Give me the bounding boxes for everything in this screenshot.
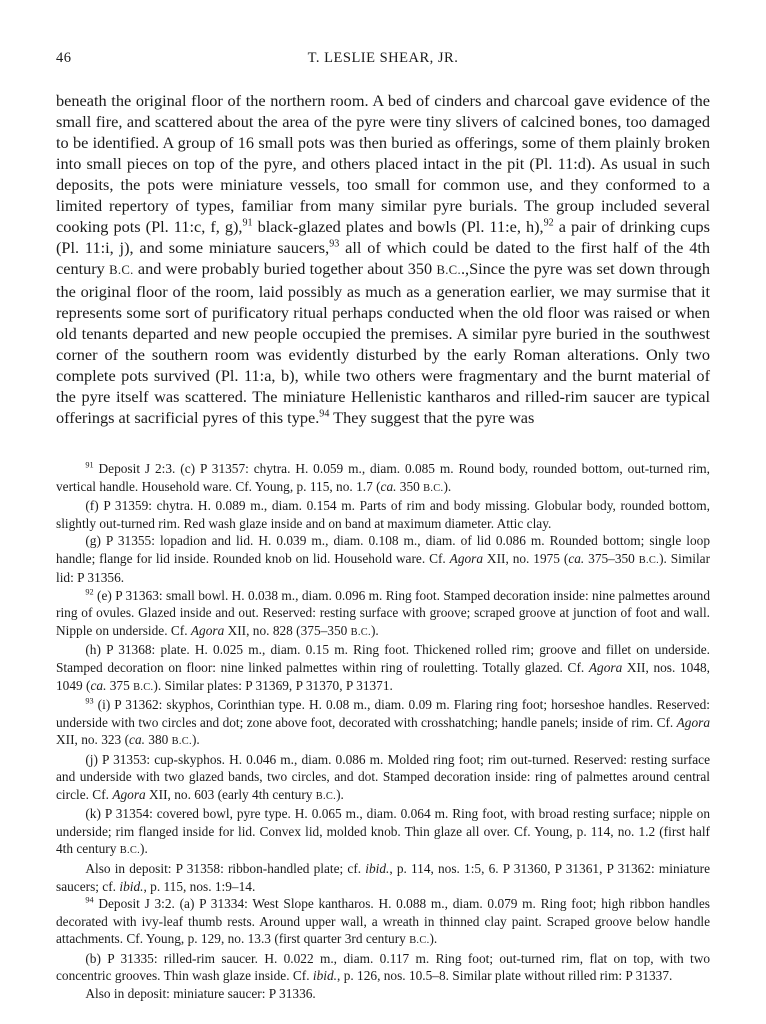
footnote-text: (j) P 31353: cup-skyphos. H. 0.046 m., diam. 0.086 m. Molded ring foot; rim out-turned. Reserved: resting surface and underside with two glazed bands, two circles, and dot. Stamped decoration inside: ring of palmettes around central circle. Cf.: [56, 751, 710, 802]
footnote-91-f: [56, 497, 710, 532]
italic-ibid: ibid.: [365, 861, 390, 877]
body-text-run: and were probably buried together about 350: [133, 259, 437, 278]
era-abbrev: B.C.: [436, 263, 461, 277]
footnote-text: ).: [191, 732, 200, 748]
body-text-run: They suggest that the pyre was: [329, 408, 535, 427]
italic-agora: Agora: [449, 550, 484, 566]
footnote-94: [56, 895, 710, 950]
footnote-ref-91[interactable]: 91: [242, 217, 253, 229]
era-abbrev: B.C.: [423, 482, 444, 494]
footnote-93-j: [56, 751, 710, 806]
era-abbrev: B.C.: [350, 626, 371, 638]
italic-ca: ca.: [90, 677, 107, 693]
footnote-93: [56, 696, 710, 751]
era-abbrev: B.C.: [109, 263, 134, 277]
running-title: T. LESLIE SHEAR, JR.: [307, 50, 459, 66]
footnote-text: , p. 126, nos. 10.5–8. Similar plate without rilled rim: P 31337.: [337, 968, 673, 984]
footnote-94-b: [56, 950, 710, 985]
italic-agora: Agora: [112, 786, 146, 802]
footnote-ref-92[interactable]: 92: [543, 217, 554, 229]
footnote-text: , p. 114, nos. 1:5, 6. P 31360, P 31361, P 31362: miniature saucers; cf.: [56, 861, 710, 894]
footnote-text: ). Similar lid: P 31356.: [56, 550, 711, 586]
footnote-text: Also in deposit: P 31358: ribbon-handled plate; cf.: [85, 861, 366, 877]
footnote-text: (k) P 31354: covered bowl, pyre type. H. 0.065 m., diam. 0.064 m. Ring foot, with broad resting surface; nipple on underside; rim flanged inside for lid. Convex lid, molded knob. Thin glaze all over. Cf. Young, p. 114, no. 1.2 (first half 4th century: [56, 806, 710, 857]
footnote-text: 350: [396, 478, 424, 494]
footnote-text: Deposit J 2:3. (c) P 31357: chytra. H. 0.059 m., diam. 0.085 m. Round body, rounded bottom, out-turned rim, vertical handle. Household ware. Cf. Young, p. 115, no. 1.7 (: [56, 461, 710, 494]
era-abbrev: B.C.: [171, 736, 192, 748]
italic-ibid: ibid.: [312, 968, 338, 984]
italic-ca: ca.: [129, 732, 145, 748]
footnote-text: XII, no. 323 (: [56, 732, 130, 748]
body-text-run: beneath the original floor of the northern room. A bed of cinders and charcoal gave evidence of the small fire, and scattered about the area of the pyre were tiny slivers of calcined bones, too damaged to be identified. A group of 16 small pots was then buried as offerings, some of them plainly broken into small pieces on top of the pyre, and others placed intact in the pit (Pl. 11:d). As usual in such deposits, the pots were miniature vessels, too small for common use, and they conformed to a limited repertory of types, familiar from many similar pyre burials. The group included several cooking pots (Pl. 11:c, f, g),: [56, 91, 710, 236]
body-text-run: .,Since the pyre was set down through the original floor of the room, laid possibly as much as a generation earlier, we may surmise that it represents some sort of purificatory ritual perhaps conducted when the old floor was raised or when old tenants departed and new people occupied the premises. A similar pyre buried in the southwest corner of the southern room was evidently disturbed by the early Roman alterations. Only two complete pots survived (Pl. 11:a, b), while two others were fragmentary and the burnt material of the pyre itself was scattered. The miniature Hellenistic kantharos and rilled-rim saucer are typical offerings at sacrificial pyres of this type.: [56, 259, 711, 427]
era-abbrev: B.C.: [409, 935, 430, 947]
footnote-text: 380: [144, 732, 172, 748]
footnote-text: (g) P 31355: lopadion and lid. H. 0.039 m., diam. 0.108 m., diam. of lid 0.086 m. Rounded bottom; single loop handle; flange for lid inside. Rounded knob on lid. Household ware. Cf.: [56, 533, 710, 566]
footnote-93-also: [56, 860, 710, 895]
footnote-text: (h) P 31368: plate. H. 0.025 m., diam. 0.15 m. Ring foot. Thickened rolled rim; groove and fillet on underside. Stamped decoration on floor: nine linked palmettes within ring of rouletting. Totally glazed. Cf.: [56, 642, 710, 676]
footnote-text: XII, no. 603 (early 4th century: [145, 786, 316, 802]
era-abbrev: B.C.: [133, 681, 154, 693]
footnote-91: [56, 460, 710, 497]
footnote-text: , p. 115, nos. 1:9–14.: [143, 878, 256, 894]
italic-agora: Agora: [588, 660, 623, 676]
footnote-text: (f) P 31359: chytra. H. 0.089 m., diam. 0.154 m. Parts of rim and body missing. Globular body, rounded bottom, slightly out-turned rim. Red wash glaze inside and on band at maximum diameter. Attic clay.: [56, 498, 710, 531]
footnote-text: 375–350: [584, 550, 639, 566]
footnote-mark-93: 93: [85, 696, 94, 706]
body-text-run: all of which could be dated to the first half of the 4th century: [56, 238, 710, 278]
italic-ca: ca.: [380, 478, 397, 494]
era-abbrev: B.C.: [119, 845, 141, 857]
body-text-run: black-glazed plates and bowls (Pl. 11:e, h),: [252, 217, 544, 236]
italic-agora: Agora: [676, 714, 710, 730]
footnote-text: Also in deposit: miniature saucer: P 31336.: [85, 985, 316, 1001]
footnote-text: ).: [443, 478, 452, 494]
footnote-text: XII, no. 828 (375–350: [224, 622, 351, 638]
footnote-text: ).: [336, 786, 344, 802]
footnote-94-also: [56, 985, 710, 1003]
footnote-text: (b) P 31335: rilled-rim saucer. H. 0.022 m., diam. 0.117 m. Ring foot; out-turned rim, flat on top, with two concentric grooves. Thin wash glaze inside. Cf.: [56, 950, 710, 984]
italic-ca: ca.: [568, 550, 585, 566]
page-number: 46: [56, 50, 72, 66]
footnote-mark-92: 92: [85, 587, 94, 597]
footnote-text: (i) P 31362: skyphos, Corinthian type. H. 0.08 m., diam. 0.09 m. Flaring ring foot; horseshoe handles. Reserved: underside with two circles and dot; zone above foot, decorated with crosshatching; handle panels; inside of rim. Cf.: [56, 697, 710, 730]
main-paragraph: [56, 90, 710, 428]
italic-ibid: ibid.: [119, 878, 144, 894]
footnote-92-h: [56, 641, 710, 696]
footnote-text: Deposit J 3:2. (a) P 31334: West Slope kantharos. H. 0.088 m., diam. 0.079 m. Ring foot; high ribbon handles decorated with ivy-leaf thumb rests. Around upper wall, a wreath in thinned clay paint. Scraped groove below handle attachments. Cf. Young, p. 129, no. 13.3 (first quarter 3rd century: [56, 896, 710, 947]
era-abbrev: B.C.: [638, 554, 660, 566]
footnote-91-g: [56, 532, 710, 587]
italic-agora: Agora: [190, 622, 225, 638]
footnote-text: ).: [370, 622, 379, 638]
footnote-ref-94[interactable]: 94: [319, 408, 330, 420]
footnote-93-k: [56, 805, 710, 860]
footnote-text: ).: [140, 841, 148, 857]
footnotes: [56, 460, 710, 1002]
footnote-mark-94: 94: [85, 895, 94, 905]
footnote-text: ). Similar plates: P 31369, P 31370, P 31371.: [153, 677, 393, 693]
footnote-mark-91: 91: [85, 460, 94, 470]
footnote-ref-93[interactable]: 93: [329, 238, 340, 250]
footnote-text: (e) P 31363: small bowl. H. 0.038 m., diam. 0.096 m. Ring foot. Stamped decoration inside: nine palmettes around ring of ovules. Glazed inside and out. Reserved: resting surface with groove; scraped groove at junction of foot and wall. Nipple on underside. Cf.: [56, 587, 710, 638]
footnote-92: [56, 587, 710, 642]
footnote-text: XII, no. 1975 (: [483, 550, 569, 566]
footnote-text: ).: [429, 931, 438, 947]
body-text-run: a pair of drinking cups (Pl. 11:i, j), and some miniature saucers,: [56, 217, 710, 257]
footnote-text: 375: [106, 677, 134, 693]
era-abbrev: B.C.: [315, 790, 337, 802]
footnote-text: XII, nos. 1048, 1049 (: [56, 660, 710, 693]
